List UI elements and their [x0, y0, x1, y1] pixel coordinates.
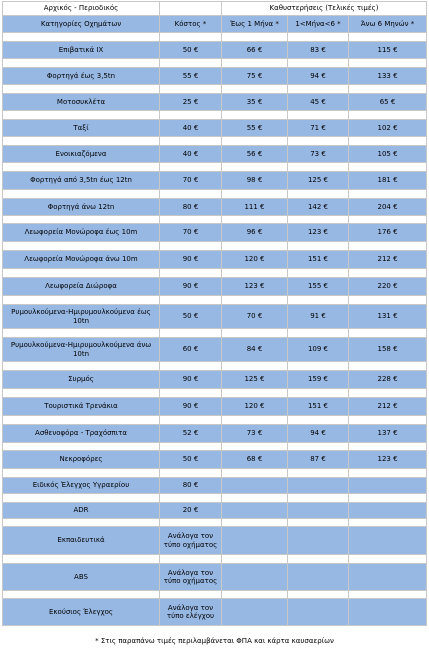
spacer-row [3, 494, 427, 503]
spacer-cell [160, 555, 222, 564]
col-header-d2: 1<Μήνα<6 * [288, 16, 349, 33]
cell-d3: 228 € [349, 371, 427, 389]
cell-cost: 40 € [160, 120, 222, 137]
spacer-row [3, 362, 427, 371]
spacer-cell [288, 469, 349, 478]
spacer-row [3, 296, 427, 305]
spacer-cell [222, 494, 288, 503]
cell-d1 [222, 478, 288, 494]
cell-d3: 133 € [349, 68, 427, 85]
cell-d3: 176 € [349, 224, 427, 242]
spacer-row [3, 555, 427, 564]
cell-cost: 60 € [160, 338, 222, 362]
spacer-row [3, 242, 427, 251]
spacer-cell [222, 519, 288, 527]
spacer-row [3, 416, 427, 425]
group-header-left: Αρχικός - Περιοδικός [3, 2, 160, 16]
table-row [3, 42, 427, 59]
cell-d1: 70 € [222, 305, 288, 329]
spacer-cell [3, 137, 160, 146]
spacer-cell [222, 85, 288, 94]
cell-d2: 83 € [288, 42, 349, 59]
cell-category: Μοτοσυκλέτα [3, 94, 160, 111]
spacer-row [3, 59, 427, 68]
cell-d2: 94 € [288, 425, 349, 443]
spacer-cell [160, 137, 222, 146]
cell-category: Φορτηγά από 3,5tn έως 12tn [3, 172, 160, 190]
group-header-spacer [160, 2, 222, 16]
table-row [3, 172, 427, 190]
cell-d2 [288, 599, 349, 626]
cell-d3: 123 € [349, 451, 427, 469]
spacer-cell [288, 216, 349, 224]
spacer-cell [222, 216, 288, 224]
col-header-d1: Έως 1 Μήνα * [222, 16, 288, 33]
cell-cost: 25 € [160, 94, 222, 111]
spacer-cell [3, 85, 160, 94]
table-row [3, 146, 427, 163]
cell-d2 [288, 503, 349, 519]
spacer-cell [222, 296, 288, 305]
table-row [3, 224, 427, 242]
spacer-cell [349, 296, 427, 305]
spacer-row [3, 190, 427, 199]
cell-cost: 50 € [160, 305, 222, 329]
spacer-cell [349, 242, 427, 251]
spacer-cell [3, 469, 160, 478]
table-row [3, 338, 427, 362]
spacer-cell [349, 494, 427, 503]
cell-d2: 73 € [288, 146, 349, 163]
cell-cost: 20 € [160, 503, 222, 519]
cell-d1 [222, 564, 288, 591]
cell-category: ABS [3, 564, 160, 591]
spacer-cell [349, 362, 427, 371]
spacer-cell [288, 591, 349, 599]
cell-d3 [349, 564, 427, 591]
spacer-cell [349, 111, 427, 120]
spacer-cell [222, 111, 288, 120]
cell-category: Λεωφορεία Διώροφα [3, 278, 160, 296]
spacer-cell [160, 163, 222, 172]
cell-category: Ρυμουλκούμενα-Ημιρυμουλκούμενα έως 10tn [3, 305, 160, 329]
spacer-cell [288, 296, 349, 305]
cell-category: Εκούσιος Έλεγχος [3, 599, 160, 626]
cell-d3: 131 € [349, 305, 427, 329]
spacer-cell [349, 33, 427, 42]
cell-d1: 111 € [222, 199, 288, 216]
cell-d1: 56 € [222, 146, 288, 163]
cell-d3 [349, 478, 427, 494]
spacer-cell [3, 389, 160, 398]
cell-category: Λεωφορεία Μονώροφα άνω 10m [3, 251, 160, 269]
table-row [3, 199, 427, 216]
spacer-cell [222, 242, 288, 251]
cell-category: Ρυμουλκούμενα-Ημιρυμουλκούμενα άνω 10tn [3, 338, 160, 362]
cell-d2 [288, 478, 349, 494]
spacer-cell [160, 216, 222, 224]
fees-table [2, 1, 427, 626]
cell-cost: 90 € [160, 251, 222, 269]
spacer-cell [160, 329, 222, 338]
spacer-cell [288, 85, 349, 94]
spacer-cell [349, 137, 427, 146]
cell-d2: 142 € [288, 199, 349, 216]
cell-cost: Ανάλογα τον τύπο οχήματος [160, 564, 222, 591]
cell-d3: 115 € [349, 42, 427, 59]
cell-category: Συρμός [3, 371, 160, 389]
col-header-cost: Κόστος * [160, 16, 222, 33]
spacer-cell [160, 242, 222, 251]
table-row [3, 451, 427, 469]
spacer-row [3, 163, 427, 172]
cell-d2 [288, 564, 349, 591]
cell-d3: 105 € [349, 146, 427, 163]
spacer-cell [3, 190, 160, 199]
spacer-cell [349, 269, 427, 278]
spacer-cell [160, 443, 222, 451]
cell-category: Ειδικός Έλεγχος Υγραερίου [3, 478, 160, 494]
spacer-cell [3, 362, 160, 371]
table-row [3, 278, 427, 296]
col-header-category: Κατηγορίες Οχημάτων [3, 16, 160, 33]
table-row [3, 425, 427, 443]
cell-cost: 52 € [160, 425, 222, 443]
spacer-cell [160, 59, 222, 68]
cell-d3: 212 € [349, 251, 427, 269]
spacer-cell [349, 591, 427, 599]
spacer-row [3, 137, 427, 146]
spacer-row [3, 469, 427, 478]
spacer-cell [160, 190, 222, 199]
spacer-cell [222, 469, 288, 478]
spacer-cell [160, 416, 222, 425]
spacer-cell [3, 33, 160, 42]
cell-cost: 90 € [160, 371, 222, 389]
table-row [3, 527, 427, 555]
spacer-row [3, 85, 427, 94]
cell-d2: 151 € [288, 398, 349, 416]
spacer-row [3, 591, 427, 599]
cell-d3 [349, 599, 427, 626]
cell-d2: 45 € [288, 94, 349, 111]
table-row [3, 305, 427, 329]
spacer-cell [349, 555, 427, 564]
cell-cost: 90 € [160, 278, 222, 296]
spacer-cell [222, 443, 288, 451]
cell-d3: 181 € [349, 172, 427, 190]
group-header-right: Καθυστερήσεις (Τελικές τιμές) [222, 2, 427, 16]
cell-category: Φορτηγά άνω 12tn [3, 199, 160, 216]
cell-d2: 109 € [288, 338, 349, 362]
spacer-cell [3, 443, 160, 451]
cell-d2: 151 € [288, 251, 349, 269]
cell-d3: 65 € [349, 94, 427, 111]
table-row [3, 503, 427, 519]
spacer-cell [3, 111, 160, 120]
footnote: * Στις παραπάνω τιμές περιλαμβάνεται ΦΠΑ και κάρτα καυσαερίων [95, 637, 334, 645]
cell-cost: 55 € [160, 68, 222, 85]
spacer-cell [160, 469, 222, 478]
cell-cost: 50 € [160, 42, 222, 59]
spacer-cell [160, 494, 222, 503]
cell-d3: 204 € [349, 199, 427, 216]
spacer-cell [3, 269, 160, 278]
spacer-cell [288, 519, 349, 527]
cell-d2: 71 € [288, 120, 349, 137]
spacer-cell [288, 137, 349, 146]
spacer-row [3, 443, 427, 451]
spacer-cell [349, 469, 427, 478]
cell-d1: 125 € [222, 371, 288, 389]
cell-category: Επιβατικά ΙΧ [3, 42, 160, 59]
spacer-cell [160, 362, 222, 371]
spacer-cell [160, 269, 222, 278]
cell-d2: 125 € [288, 172, 349, 190]
cell-d1 [222, 599, 288, 626]
spacer-cell [288, 33, 349, 42]
spacer-row [3, 269, 427, 278]
table-row [3, 599, 427, 626]
spacer-cell [288, 59, 349, 68]
spacer-cell [3, 329, 160, 338]
spacer-row [3, 389, 427, 398]
cell-d1: 66 € [222, 42, 288, 59]
cell-category: Φορτηγά έως 3,5tn [3, 68, 160, 85]
cell-d1: 98 € [222, 172, 288, 190]
spacer-cell [349, 329, 427, 338]
cell-d3 [349, 503, 427, 519]
cell-d1: 73 € [222, 425, 288, 443]
spacer-cell [222, 362, 288, 371]
cell-category: Λεωφορεία Μονώροφα έως 10m [3, 224, 160, 242]
spacer-row [3, 33, 427, 42]
cell-d2: 155 € [288, 278, 349, 296]
cell-d1 [222, 503, 288, 519]
spacer-cell [160, 519, 222, 527]
spacer-cell [222, 59, 288, 68]
spacer-cell [3, 296, 160, 305]
cell-category: Ταξί [3, 120, 160, 137]
spacer-cell [160, 389, 222, 398]
cell-d3: 102 € [349, 120, 427, 137]
cell-category: Ασθενοφόρα - Τραχόσπιτα [3, 425, 160, 443]
spacer-cell [288, 416, 349, 425]
group-header-row [3, 2, 427, 16]
spacer-cell [222, 137, 288, 146]
cell-cost: 80 € [160, 199, 222, 216]
table-row [3, 478, 427, 494]
table-row [3, 371, 427, 389]
spacer-cell [3, 163, 160, 172]
spacer-cell [222, 33, 288, 42]
cell-d3: 220 € [349, 278, 427, 296]
table-row [3, 251, 427, 269]
cell-d3: 158 € [349, 338, 427, 362]
spacer-cell [349, 190, 427, 199]
spacer-row [3, 111, 427, 120]
spacer-cell [288, 190, 349, 199]
cell-d3: 212 € [349, 398, 427, 416]
spacer-cell [288, 389, 349, 398]
spacer-cell [349, 443, 427, 451]
spacer-cell [160, 296, 222, 305]
cell-category: Ενοικιαζόμενα [3, 146, 160, 163]
cell-cost: Ανάλογα τον τύπο ελέγχου [160, 599, 222, 626]
spacer-cell [3, 591, 160, 599]
spacer-cell [288, 269, 349, 278]
spacer-row [3, 329, 427, 338]
cell-d2: 91 € [288, 305, 349, 329]
spacer-cell [3, 494, 160, 503]
spacer-cell [349, 389, 427, 398]
spacer-cell [349, 216, 427, 224]
spacer-cell [160, 111, 222, 120]
spacer-cell [222, 389, 288, 398]
cell-cost: 40 € [160, 146, 222, 163]
spacer-cell [3, 59, 160, 68]
cell-d1: 96 € [222, 224, 288, 242]
spacer-cell [288, 443, 349, 451]
spacer-cell [288, 111, 349, 120]
cell-d1: 68 € [222, 451, 288, 469]
cell-d1: 55 € [222, 120, 288, 137]
spacer-row [3, 216, 427, 224]
spacer-cell [349, 163, 427, 172]
spacer-cell [3, 242, 160, 251]
fees-table-body [3, 2, 427, 626]
cell-d1: 75 € [222, 68, 288, 85]
cell-d1: 35 € [222, 94, 288, 111]
cell-cost: 50 € [160, 451, 222, 469]
table-row [3, 94, 427, 111]
cell-cost: 70 € [160, 172, 222, 190]
spacer-cell [222, 555, 288, 564]
spacer-cell [349, 59, 427, 68]
cell-d1 [222, 527, 288, 555]
spacer-cell [3, 416, 160, 425]
spacer-cell [3, 216, 160, 224]
col-header-d3: Άνω 6 Μηνών * [349, 16, 427, 33]
spacer-cell [222, 269, 288, 278]
cell-d2 [288, 527, 349, 555]
spacer-cell [3, 555, 160, 564]
spacer-cell [349, 85, 427, 94]
cell-d1: 120 € [222, 398, 288, 416]
cell-d2: 123 € [288, 224, 349, 242]
column-header-row [3, 16, 427, 33]
cell-d3: 137 € [349, 425, 427, 443]
spacer-cell [222, 190, 288, 199]
spacer-cell [3, 519, 160, 527]
spacer-cell [160, 591, 222, 599]
table-row [3, 398, 427, 416]
spacer-cell [288, 163, 349, 172]
table-row [3, 120, 427, 137]
cell-cost: 90 € [160, 398, 222, 416]
cell-category: Εκπαιδευτικά [3, 527, 160, 555]
spacer-cell [349, 519, 427, 527]
cell-d2: 94 € [288, 68, 349, 85]
spacer-cell [349, 416, 427, 425]
spacer-cell [222, 416, 288, 425]
spacer-row [3, 519, 427, 527]
table-row [3, 68, 427, 85]
cell-d1: 84 € [222, 338, 288, 362]
cell-category: Τουριστικά Τρενάκια [3, 398, 160, 416]
spacer-cell [222, 163, 288, 172]
spacer-cell [288, 555, 349, 564]
cell-cost: 70 € [160, 224, 222, 242]
cell-category: Νεκροφόρες [3, 451, 160, 469]
spacer-cell [288, 494, 349, 503]
table-row [3, 564, 427, 591]
spacer-cell [160, 85, 222, 94]
cell-d2: 159 € [288, 371, 349, 389]
cell-d1: 120 € [222, 251, 288, 269]
spacer-cell [160, 33, 222, 42]
spacer-cell [288, 242, 349, 251]
spacer-cell [222, 591, 288, 599]
spacer-cell [288, 362, 349, 371]
spacer-cell [288, 329, 349, 338]
cell-d2: 87 € [288, 451, 349, 469]
spacer-cell [222, 329, 288, 338]
cell-d1: 123 € [222, 278, 288, 296]
cell-d3 [349, 527, 427, 555]
cell-cost: Ανάλογα τον τύπο οχήματος [160, 527, 222, 555]
cell-category: ADR [3, 503, 160, 519]
cell-cost: 80 € [160, 478, 222, 494]
